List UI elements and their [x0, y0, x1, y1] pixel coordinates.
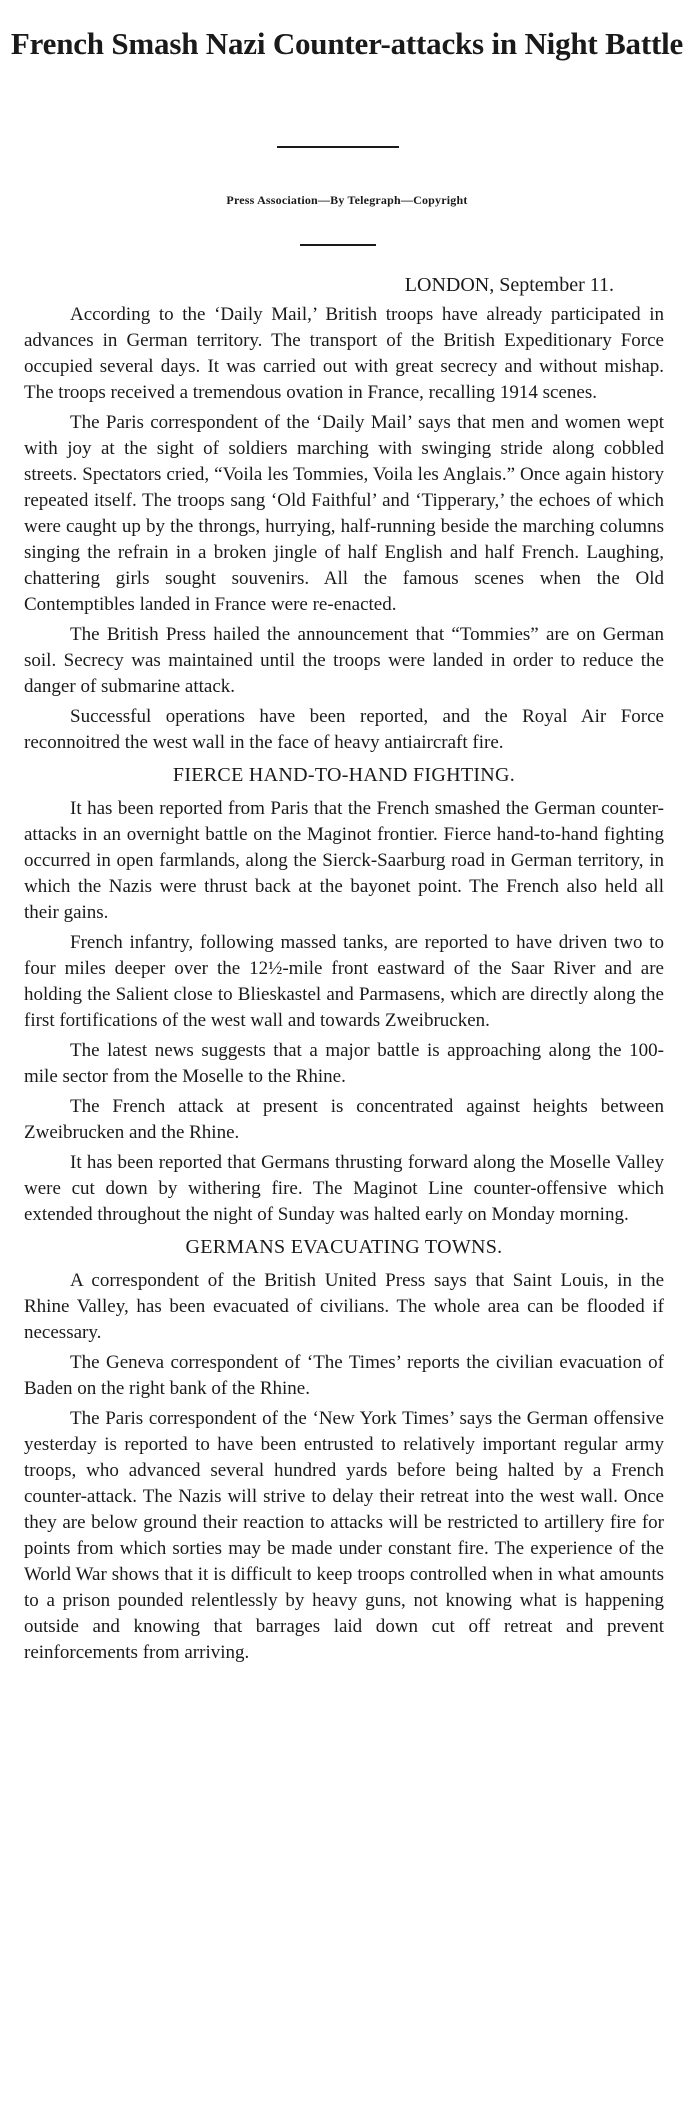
- paragraph: The Paris correspondent of the ‘New York Times’ says the German offensive yesterday is reported to have been entrusted to relatively important regular army troops, who advanced several hundred yards before being halted by a French counter-attack. The Nazis will strive to delay their retreat into the west wall. Once they are below ground their reaction to attacks will be restricted to artillery fire for points from which sorties may be made under constant fire. The experience of the World War shows that it is difficult to keep troops controlled when in what amounts to a prison pounded relentlessly by heavy guns, not knowing what is happening outside and knowing that barrages laid down cut off retreat and prevent reinforcements from arriving.: [24, 1408, 664, 1663]
- paragraph: The Paris correspondent of the ‘Daily Mail’ says that men and women wept with joy at the sight of soldiers marching with swinging stride along cobbled streets. Spectators cried, “Voila les Tommies, Voila les Anglais.” Once again history repeated itself. The troops sang ‘Old Faithful’ and ‘Tipperary,’ the echoes of which were caught up by the throngs, hurrying, half-running beside the marching columns singing the refrain in a broken jingle of half English and half French. Laughing, chattering girls sought souvenirs. All the famous scenes when the Old Contemptibles landed in France were re-enacted.: [24, 412, 664, 615]
- article-body: [24, 272, 664, 1670]
- paragraph: The Geneva correspondent of ‘The Times’ reports the civilian evacuation of Baden on the right bank of the Rhine.: [24, 1352, 664, 1399]
- subheading-evacuating-towns: GERMANS EVACUATING TOWNS.: [185, 1236, 503, 1258]
- subheading-fierce-fighting: FIERCE HAND-TO-HAND FIGHTING.: [172, 764, 516, 786]
- headline-divider: [277, 146, 399, 148]
- credit-line: Press Association—By Telegraph—Copyright: [226, 193, 468, 207]
- paragraph: The French attack at present is concentrated against heights between Zweibrucken and the Rhine.: [24, 1096, 664, 1143]
- paragraph: A correspondent of the British United Press says that Saint Louis, in the Rhine Valley, has been evacuated of civilians. The whole area can be flooded if necessary.: [24, 1270, 664, 1343]
- paragraph: The British Press hailed the announcement that “Tommies” are on German soil. Secrecy was maintained until the troops were landed in order to reduce the danger of submarine attack.: [24, 624, 664, 697]
- paragraph: Successful operations have been reported, and the Royal Air Force reconnoitred the west wall in the face of heavy antiaircraft fire.: [24, 706, 664, 753]
- paragraph: The latest news suggests that a major battle is approaching along the 100-mile sector from the Moselle to the Rhine.: [24, 1040, 664, 1087]
- paragraph: It has been reported from Paris that the French smashed the German counter-attacks in an overnight battle on the Maginot frontier. Fierce hand-to-hand fighting occurred in open farmlands, along the Sierck-Saarburg road in German territory, in which the Nazis were thrust back at the bayonet point. The French also held all their gains.: [24, 798, 664, 923]
- paragraph: French infantry, following massed tanks, are reported to have driven two to four miles deeper over the 12½-mile front eastward of the Saar River and are holding the Salient close to Blieskastel and Parmasens, which are directly along the first fortifications of the west wall and towards Zweibrucken.: [24, 932, 664, 1031]
- credit-divider: [300, 244, 376, 246]
- paragraph: According to the ‘Daily Mail,’ British troops have already participated in advances in German territory. The transport of the British Expeditionary Force occupied several days. It was carried out with great secrecy and without mishap. The troops received a tremendous ovation in France, recalling 1914 scenes.: [24, 304, 664, 403]
- dateline: LONDON, September 11.: [404, 274, 614, 296]
- paragraph: It has been reported that Germans thrusting forward along the Moselle Valley were cut down by withering fire. The Maginot Line counter-offensive which extended throughout the night of Sunday was halted early on Monday morning.: [24, 1152, 664, 1225]
- headline: French Smash Nazi Counter-attacks in Night Battle: [10, 25, 684, 61]
